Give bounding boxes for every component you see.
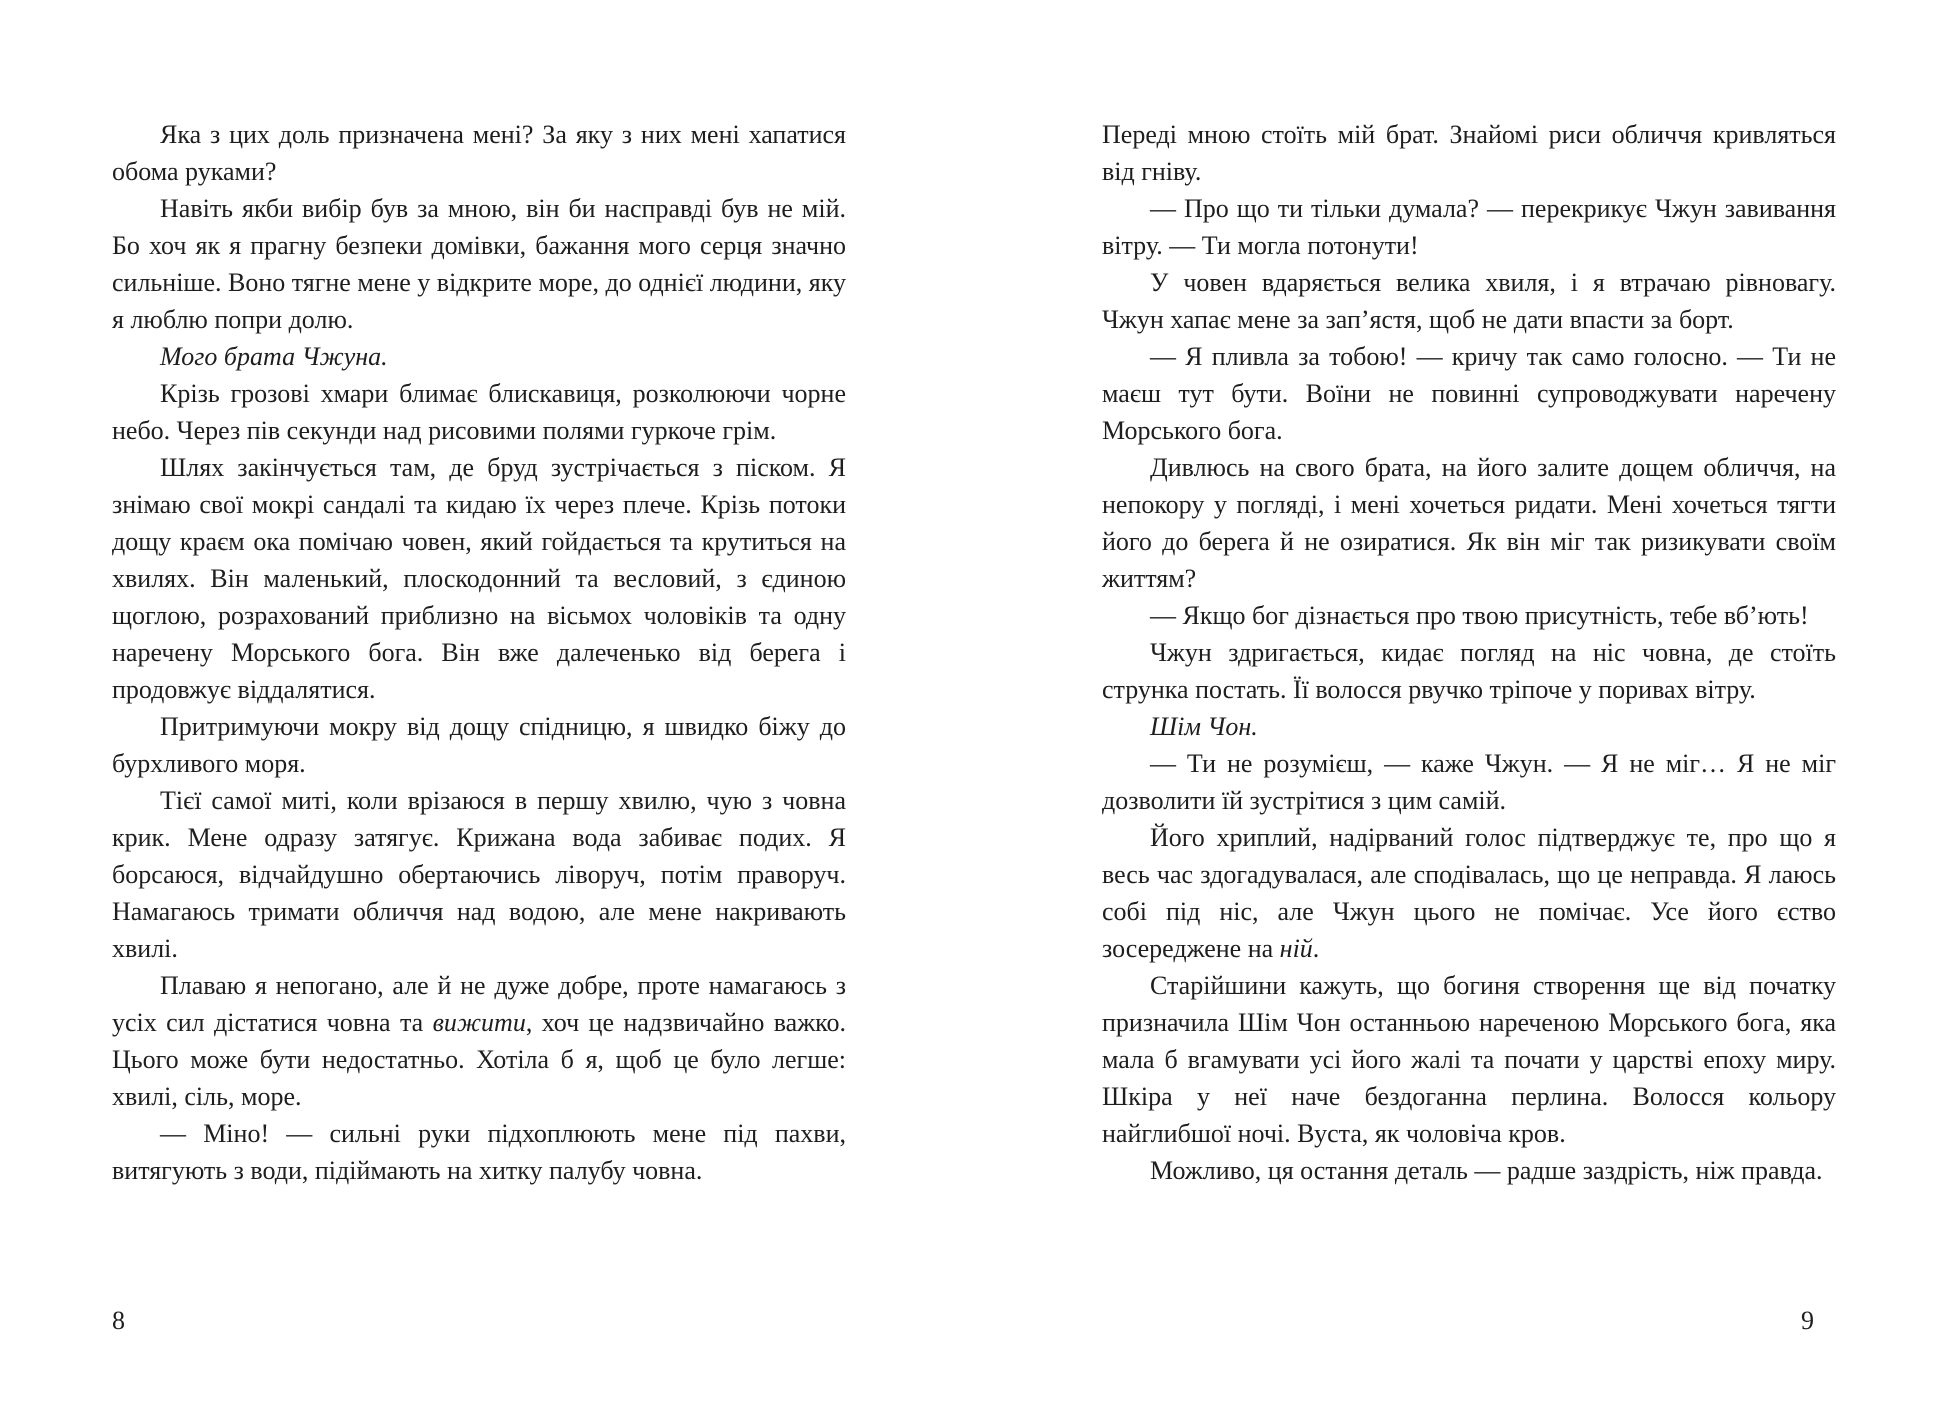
text-segment: . xyxy=(1312,934,1320,963)
page-number-left: 8 xyxy=(112,1306,125,1335)
text-segment: Крізь грозові хмари блимає блискавиця, розколюючи чорне небо. Через пів секунди над рисовими полями гуркоче грім. xyxy=(112,379,846,445)
italic-text-segment: ній xyxy=(1279,934,1313,963)
paragraph xyxy=(112,449,846,708)
text-segment: У човен вдаряється велика хвиля, і я втрачаю рівновагу. Чжун хапає мене за зап’ястя, щоб не дати впасти за борт. xyxy=(1102,268,1836,334)
italic-text-segment: Мого брата Чжуна. xyxy=(160,342,388,371)
text-segment: Шлях закінчується там, де бруд зустрічається з піском. Я знімаю свої мокрі сандалі та кидаю їх через плече. Крізь потоки дощу краєм ока помічаю човен, який гойдається та крутиться на хвилях. Він маленький, плоскодонний та весловий, з єдиною щоглою, розрахований приблизно на вісьмох чоловіків та одну наречену Морського бога. Він вже далеченько від берега і продовжує віддалятися. xyxy=(112,453,846,704)
paragraph xyxy=(1102,819,1836,967)
page-left-text-column xyxy=(112,116,846,1189)
paragraph xyxy=(1102,745,1836,819)
paragraph xyxy=(1102,264,1836,338)
paragraph xyxy=(112,708,846,782)
paragraph xyxy=(1102,597,1836,634)
text-segment: , хоч це надзвичайно важко. Цього може бути недостатньо. Хотіла б я, щоб це було легше: хвилі, сіль, море. xyxy=(112,1008,846,1111)
paragraph xyxy=(1102,967,1836,1152)
paragraph xyxy=(112,782,846,967)
paragraph xyxy=(1102,708,1836,745)
text-segment: Чжун здригається, кидає погляд на ніс човна, де стоїть струнка постать. Її волосся рвучко тріпоче у поривах вітру. xyxy=(1102,638,1836,704)
text-segment: Його хриплий, надірваний голос підтверджує те, про що я весь час здогадувалася, але сподівалась, що це неправда. Я лаюсь собі під ніс, але Чжун цього не помічає. Усе його єство зосереджене на xyxy=(1102,823,1836,963)
text-segment: Дивлюсь на свого брата, на його залите дощем обличчя, на непокору у погляді, і мені хочеться ридати. Мені хочеться тягти його до берега й не озиратися. Як він міг так ризикувати своїм життям? xyxy=(1102,453,1836,593)
text-segment: — Про що ти тільки думала? — перекрикує Чжун завивання вітру. — Ти могла потонути! xyxy=(1102,194,1836,260)
text-segment: Старійшини кажуть, що богиня створення ще від початку призначила Шім Чон останньою нареченою Морського бога, яка мала б вгамувати усі його жалі та почати у царстві епоху миру. Шкіра у неї наче бездоганна перлина. Волосся кольору найглибшої ночі. Вуста, як чоловіча кров. xyxy=(1102,971,1836,1148)
paragraph xyxy=(112,190,846,338)
paragraph xyxy=(112,116,846,190)
page-right-text-column xyxy=(1102,116,1836,1189)
text-segment: Навіть якби вибір був за мною, він би насправді був не мій. Бо хоч як я прагну безпеки домівки, бажання мого серця значно сильніше. Воно тягне мене у відкрите море, до однієї людини, яку я люблю попри долю. xyxy=(112,194,846,334)
text-segment: Притримуючи мокру від дощу спідницю, я швидко біжу до бурхливого моря. xyxy=(112,712,846,778)
text-segment: Переді мною стоїть мій брат. Знайомі риси обличчя кривляться від гніву. xyxy=(1102,120,1836,186)
text-segment: — Якщо бог дізнається про твою присутність, тебе вб’ють! xyxy=(1150,601,1809,630)
text-segment: Яка з цих доль призначена мені? За яку з них мені хапатися обома руками? xyxy=(112,120,846,186)
paragraph xyxy=(1102,449,1836,597)
text-segment: — Я пливла за тобою! — кричу так само голосно. — Ти не маєш тут бути. Воїни не повинні супроводжувати наречену Морського бога. xyxy=(1102,342,1836,445)
paragraph xyxy=(1102,1152,1836,1189)
paragraph xyxy=(112,1115,846,1189)
paragraph xyxy=(1102,634,1836,708)
paragraph xyxy=(1102,116,1836,190)
paragraph xyxy=(1102,190,1836,264)
text-segment: Тієї самої миті, коли врізаюся в першу хвилю, чую з човна крик. Мене одразу затягує. Крижана вода забиває подих. Я борсаюся, відчайдушно обертаючись ліворуч, потім праворуч. Намагаюсь тримати обличчя над водою, але мене накривають хвилі. xyxy=(112,786,846,963)
text-segment: — Ти не розумієш, — каже Чжун. — Я не міг… Я не міг дозволити їй зустрітися з цим самій. xyxy=(1102,749,1836,815)
paragraph xyxy=(112,338,846,375)
text-segment: Плаваю я непогано, але й не дуже добре, проте намагаюсь з усіх сил дістатися човна та xyxy=(112,971,846,1037)
italic-text-segment: вижити xyxy=(432,1008,526,1037)
page-number-right: 9 xyxy=(1801,1306,1814,1335)
paragraph xyxy=(1102,338,1836,449)
paragraph xyxy=(112,967,846,1115)
italic-text-segment: Шім Чон. xyxy=(1150,712,1258,741)
text-segment: — Міно! — сильні руки підхоплюють мене під пахви, витягують з води, підіймають на хитку палубу човна. xyxy=(112,1119,846,1185)
paragraph xyxy=(112,375,846,449)
text-segment: Можливо, ця остання деталь — радше заздрість, ніж правда. xyxy=(1150,1156,1823,1185)
